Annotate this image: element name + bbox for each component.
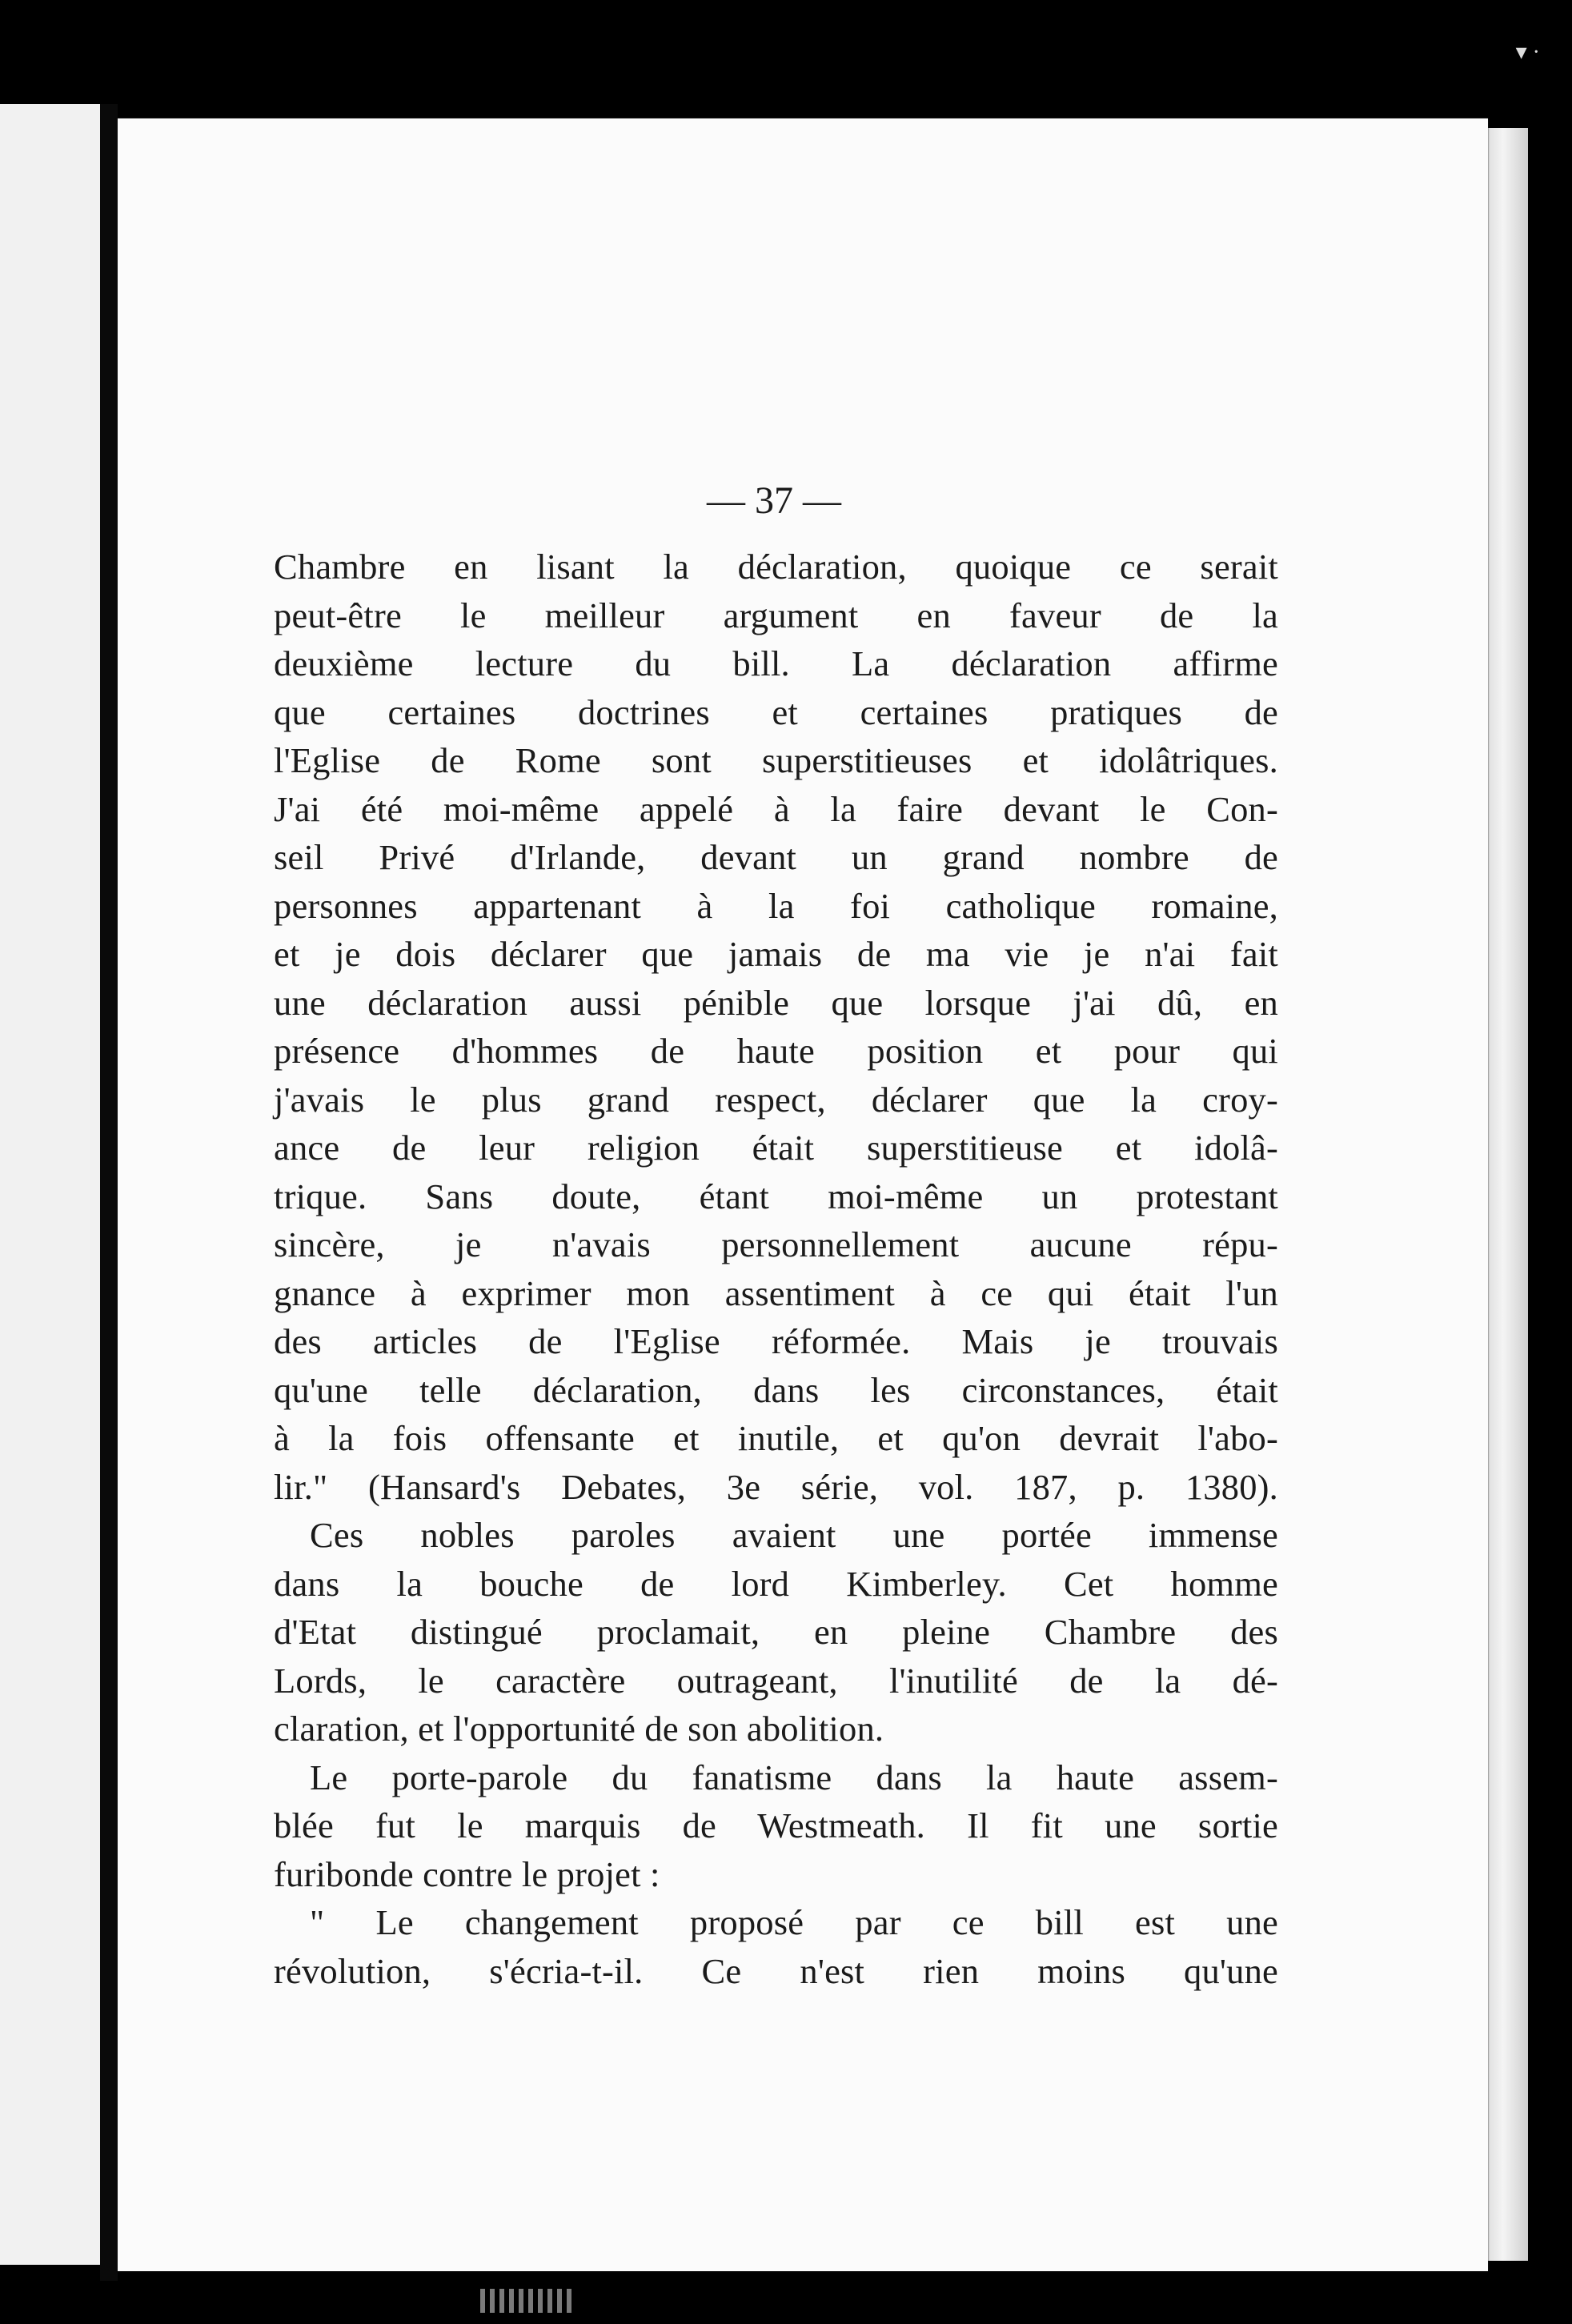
text-line: claration, et l'opportunité de son abolition. [274,1709,884,1749]
left-page-edge [0,104,100,2265]
text-line: et je dois déclarer que jamais de ma vie je n'ai fait [274,934,1278,974]
text-line: Chambre en lisant la déclaration, quoique ce serait [274,547,1278,587]
text-line: révolution, s'écria-t-il. Ce n'est rien moins qu'une [274,1950,1278,1991]
text-line: l'Eglise de Rome sont superstitieuses et idolâtriques. [274,740,1278,780]
text-line: lir." (Hansard's Debates, 3e série, vol. 187, p. 1380). [274,1466,1278,1507]
text-line: deuxième lecture du bill. La déclaration affirme [274,643,1278,683]
text-line: Lords, le caractère outrageant, l'inutilité de la dé- [274,1660,1278,1701]
text-line: seil Privé d'Irlande, devant un grand nombre de [274,837,1278,877]
text-line: " Le changement proposé par ce bill est une [310,1902,1278,1942]
text-line: Le porte-parole du fanatisme dans la haute assem- [310,1757,1278,1797]
text-line: à la fois offensante et inutile, et qu'on devrait l'abo- [274,1418,1278,1458]
text-line: qu'une telle déclaration, dans les circonstances, était [274,1369,1278,1410]
book-spine-gutter [100,104,118,2281]
page-number: — 37 — [707,479,841,522]
scan-artifact-mark: ▾ · [1515,40,1540,65]
text-line: dans la bouche de lord Kimberley. Cet homme [274,1563,1278,1604]
text-line: furibonde contre le projet : [274,1853,660,1894]
text-line: une déclaration aussi pénible que lorsque j'ai dû, en [274,982,1278,1023]
book-page [118,118,1488,2271]
text-line: trique. Sans doute, étant moi-même un protestant [274,1176,1278,1216]
text-line: J'ai été moi-même appelé à la faire devant le Con- [274,788,1278,829]
text-line: ance de leur religion était superstitieuse et idolâ- [274,1128,1278,1168]
text-line: blée fut le marquis de Westmeath. Il fit une sortie [274,1805,1278,1845]
text-line: d'Etat distingué proclamait, en pleine Chambre des [274,1612,1278,1652]
text-line: j'avais le plus grand respect, déclarer que la croy- [274,1079,1278,1120]
text-line: sincère, je n'avais personnellement aucune répu- [274,1224,1278,1264]
text-line: présence d'hommes de haute position et pour qui [274,1031,1278,1071]
text-line: peut-être le meilleur argument en faveur de la [274,595,1278,635]
scan-artifact-bottom [480,2289,576,2313]
body-text [274,543,1278,1995]
text-line: gnance à exprimer mon assentiment à ce qui était l'un [274,1272,1278,1313]
text-line: personnes appartenant à la foi catholique romaine, [274,885,1278,926]
text-line: des articles de l'Eglise réformée. Mais je trouvais [274,1321,1278,1361]
text-line: que certaines doctrines et certaines pratiques de [274,691,1278,732]
page-stack-edge [1486,128,1528,2261]
text-line: Ces nobles paroles avaient une portée immense [310,1515,1278,1555]
